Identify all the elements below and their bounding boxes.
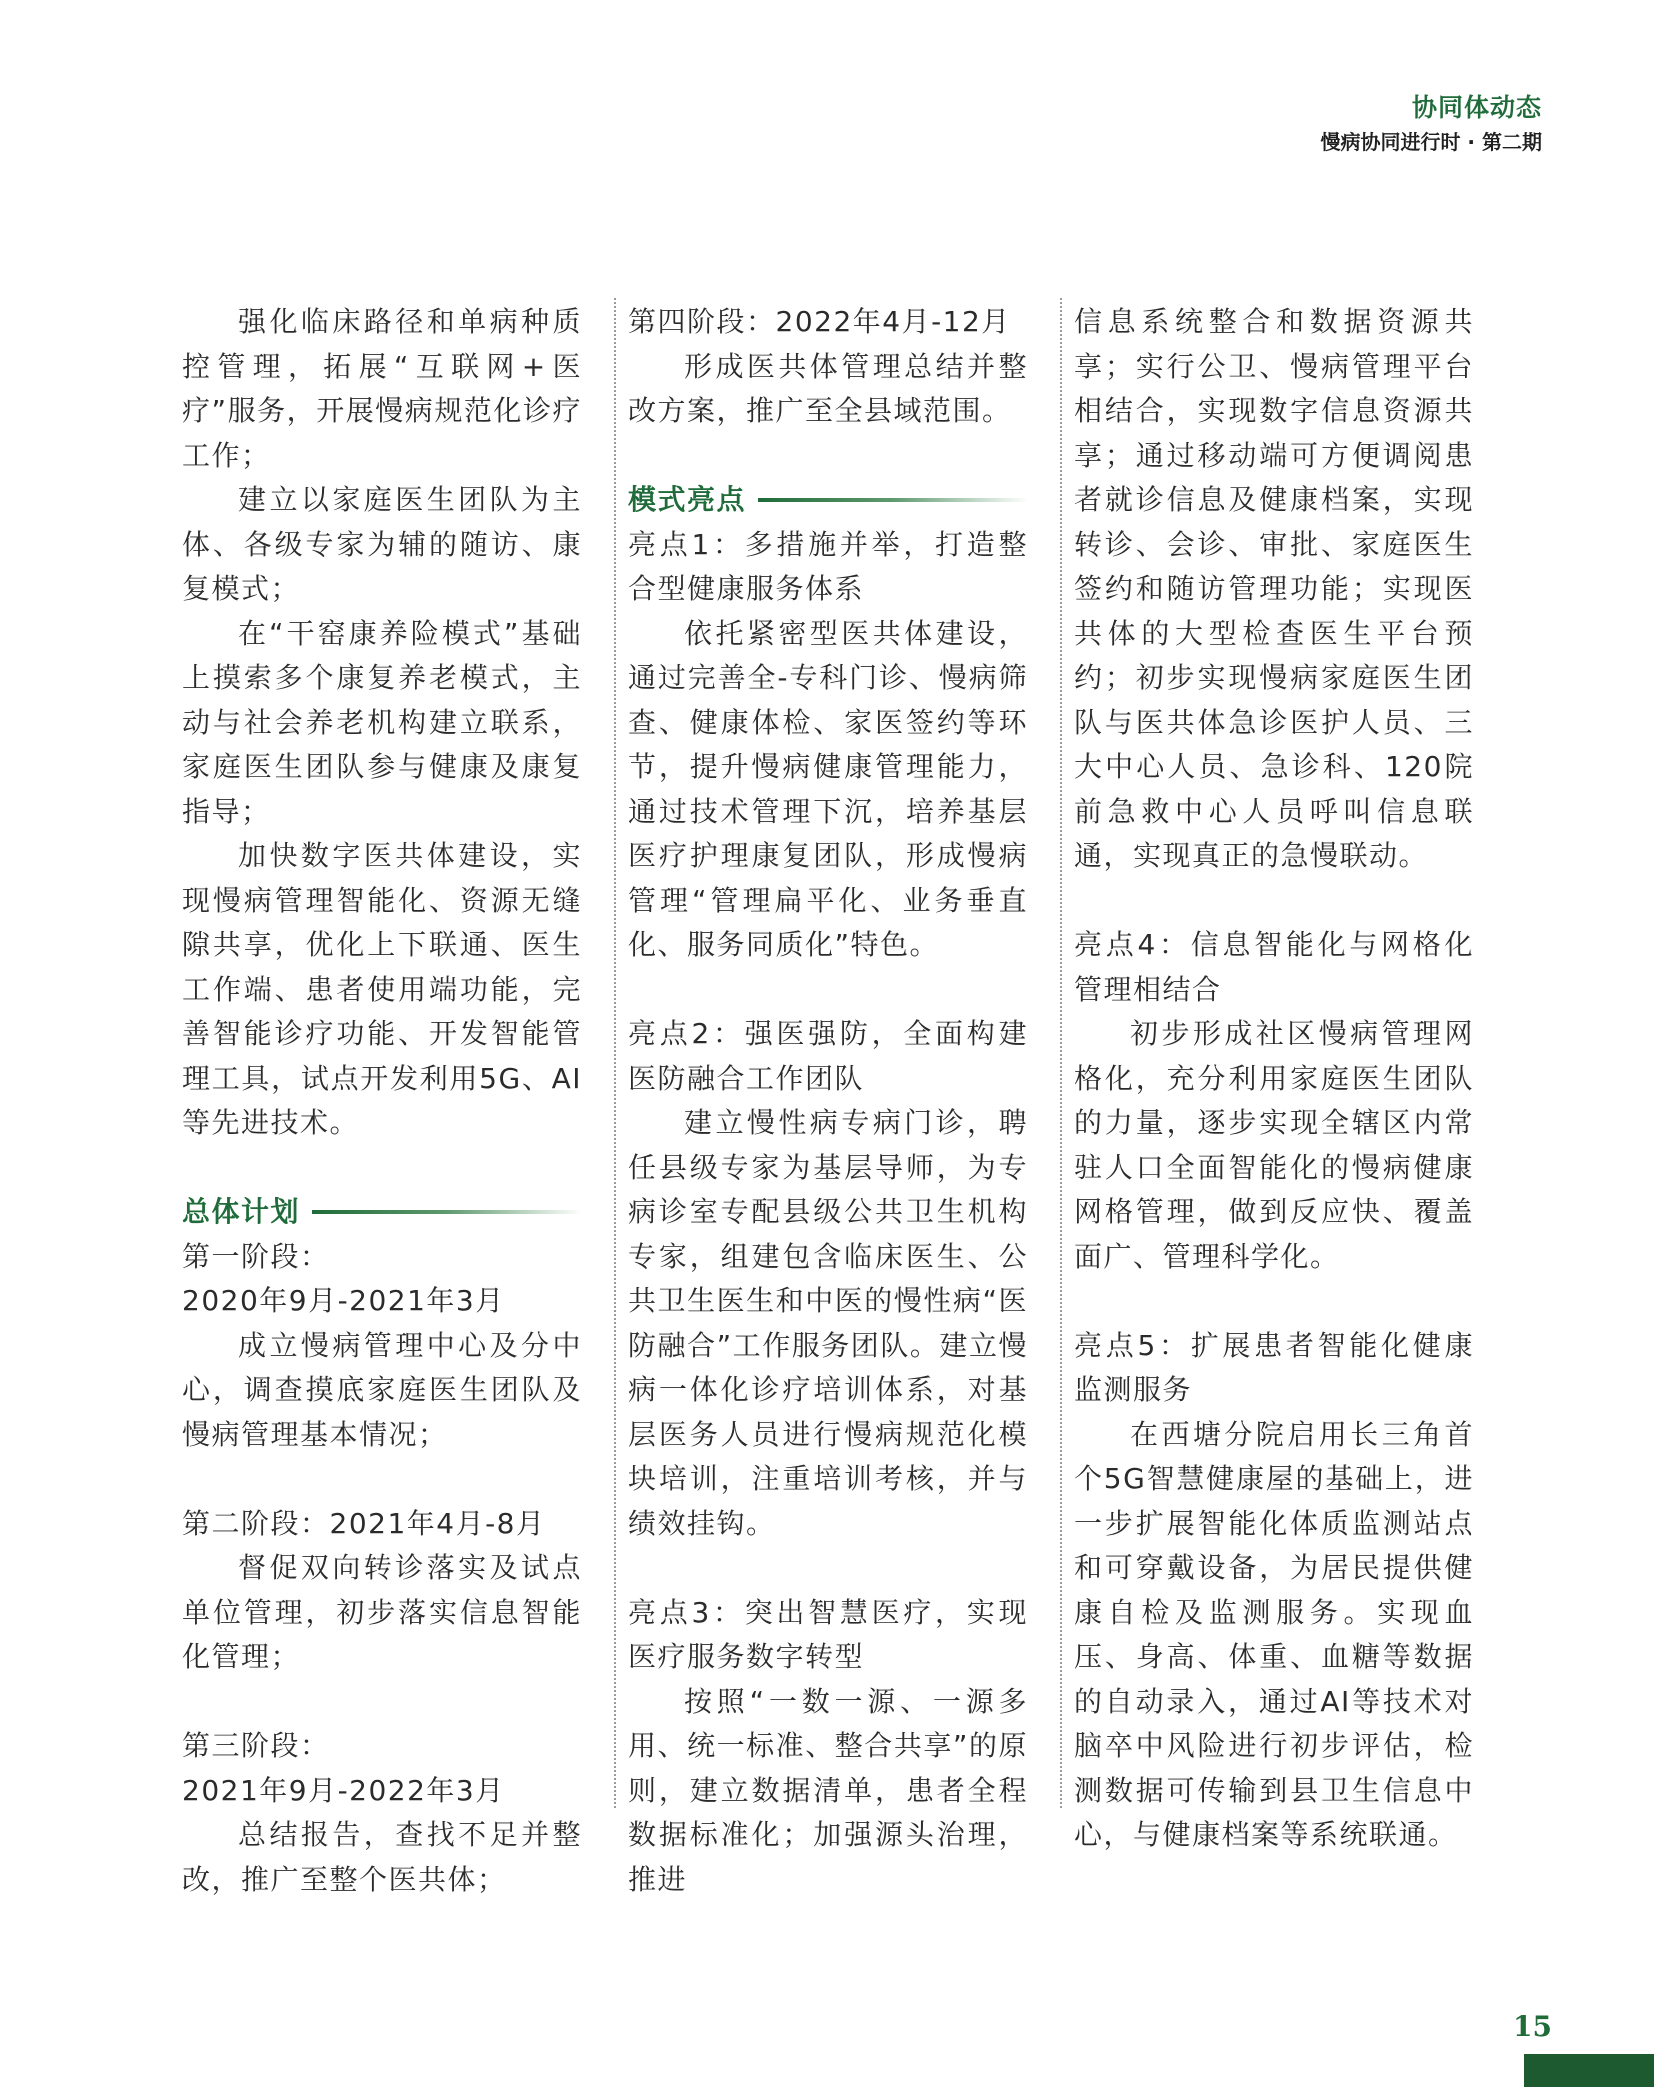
section-heading-overall-plan <box>182 1190 582 1235</box>
article-column-2 <box>628 300 1028 1902</box>
stage-text: 总结报告，查找不足并整改，推广至整个医共体； <box>182 1818 582 1896</box>
footer-color-block <box>1524 2054 1654 2087</box>
stage-label: 第一阶段： <box>182 1239 330 1273</box>
highlight-text: 在西塘分院启用长三角首个5G智慧健康屋的基础上，进一步扩展智能化体质监测站点和可穿戴设备，为居民提供健康自检及监测服务。实现血压、身高、体重、血糖等数据的自动录入，通过AI等技术对脑卒中风险进行初步评估，检测数据可传输到县卫生信息中心，与健康档案等系统联通。 <box>1074 1417 1474 1851</box>
section-header-title: 协同体动态 <box>1411 93 1542 122</box>
section-heading-label: 总体计划 <box>182 1195 301 1228</box>
stage-dates: 2020年9月-2021年3月 <box>182 1284 505 1317</box>
highlight-text-continued: 信息系统整合和数据资源共享；实行公卫、慢病管理平台相结合，实现数字信息资源共享；通过移动端可方便调阅患者就诊信息及健康档案，实现转诊、会诊、审批、家庭医生签约和随访管理功能；实现医共体的大型检查医生平台预约；初步实现慢病家庭医生团队与医共体急诊医护人员、三大中心人员、急诊科、120院前急救中心人员呼叫信息联通，实现真正的急慢联动。 <box>1074 305 1474 872</box>
paragraph: 加快数字医共体建设，实现慢病管理智能化、资源无缝隙共享，优化上下联通、医生工作端、患者使用端功能，完善智能诊疗功能、开发智能管理工具，试点开发利用5G、AI等先进技术。 <box>182 839 582 1139</box>
section-heading-rule <box>312 1210 582 1214</box>
highlight-title: 亮点4：信息智能化与网格化管理相结合 <box>1074 928 1474 1006</box>
paragraph: 在“干窑康养险模式”基础上摸索多个康复养老模式，主动与社会养老机构建立联系，家庭医生团队参与健康及康复指导； <box>182 616 582 828</box>
highlight-title: 亮点2：强医强防，全面构建医防融合工作团队 <box>628 1017 1028 1095</box>
stage-dates: 2021年9月-2022年3月 <box>182 1773 505 1807</box>
stage-label: 第四阶段：2022年4月-12月 <box>628 305 1011 338</box>
article-column-3 <box>1074 300 1474 1858</box>
highlight-title: 亮点5：扩展患者智能化健康监测服务 <box>1074 1328 1474 1406</box>
stage-text: 形成医共体管理总结并整改方案，推广至全县域范围。 <box>628 349 1028 427</box>
paragraph: 建立以家庭医生团队为主体、各级专家为辅的随访、康复模式； <box>182 483 582 605</box>
highlight-text: 初步形成社区慢病管理网格化，充分利用家庭医生团队的力量，逐步实现全辖区内常驻人口全面智能化的慢病健康网格管理，做到反应快、覆盖面广、管理科学化。 <box>1074 1017 1474 1273</box>
section-heading-label: 模式亮点 <box>628 483 747 516</box>
highlight-title: 亮点1：多措施并举，打造整合型健康服务体系 <box>628 527 1028 605</box>
highlight-text: 依托紧密型医共体建设，通过完善全-专科门诊、慢病筛查、健康体检、家医签约等环节，提升慢病健康管理能力，通过技术管理下沉，培养基层医疗护理康复团队，形成慢病管理“管理扁平化、业务垂直化、服务同质化”特色。 <box>628 616 1028 961</box>
paragraph: 强化临床路径和单病种质控管理，拓展“互联网+医疗”服务，开展慢病规范化诊疗工作； <box>182 305 582 472</box>
section-heading-rule <box>758 498 1028 502</box>
column-divider-1 <box>614 298 616 1808</box>
issue-subtitle: 慢病协同进行时 · 第二期 <box>1320 130 1542 154</box>
stage-label: 第三阶段： <box>182 1729 330 1762</box>
column-divider-2 <box>1060 298 1062 1808</box>
page-number: 15 <box>1513 2010 1552 2043</box>
highlight-text: 建立慢性病专病门诊，聘任县级专家为基层导师，为专病诊室专配县级公共卫生机构专家，组建包含临床医生、公共卫生医生和中医的慢性病“医防融合”工作服务团队。建立慢病一体化诊疗培训体系，对基层医务人员进行慢病规范化模块培训，注重培训考核，并与绩效挂钩。 <box>628 1106 1028 1540</box>
section-heading-highlights <box>628 478 1028 523</box>
stage-label: 第二阶段：2021年4月-8月 <box>182 1506 546 1540</box>
stage-text: 成立慢病管理中心及分中心，调查摸底家庭医生团队及慢病管理基本情况； <box>182 1328 582 1451</box>
stage-text: 督促双向转诊落实及试点单位管理，初步落实信息智能化管理； <box>182 1551 582 1673</box>
highlight-title: 亮点3：突出智慧医疗，实现医疗服务数字转型 <box>628 1595 1028 1673</box>
article-column-1 <box>182 300 582 1902</box>
highlight-text: 按照“一数一源、一源多用、统一标准、整合共享”的原则，建立数据清单，患者全程数据标准化；加强源头治理，推进 <box>628 1684 1028 1896</box>
